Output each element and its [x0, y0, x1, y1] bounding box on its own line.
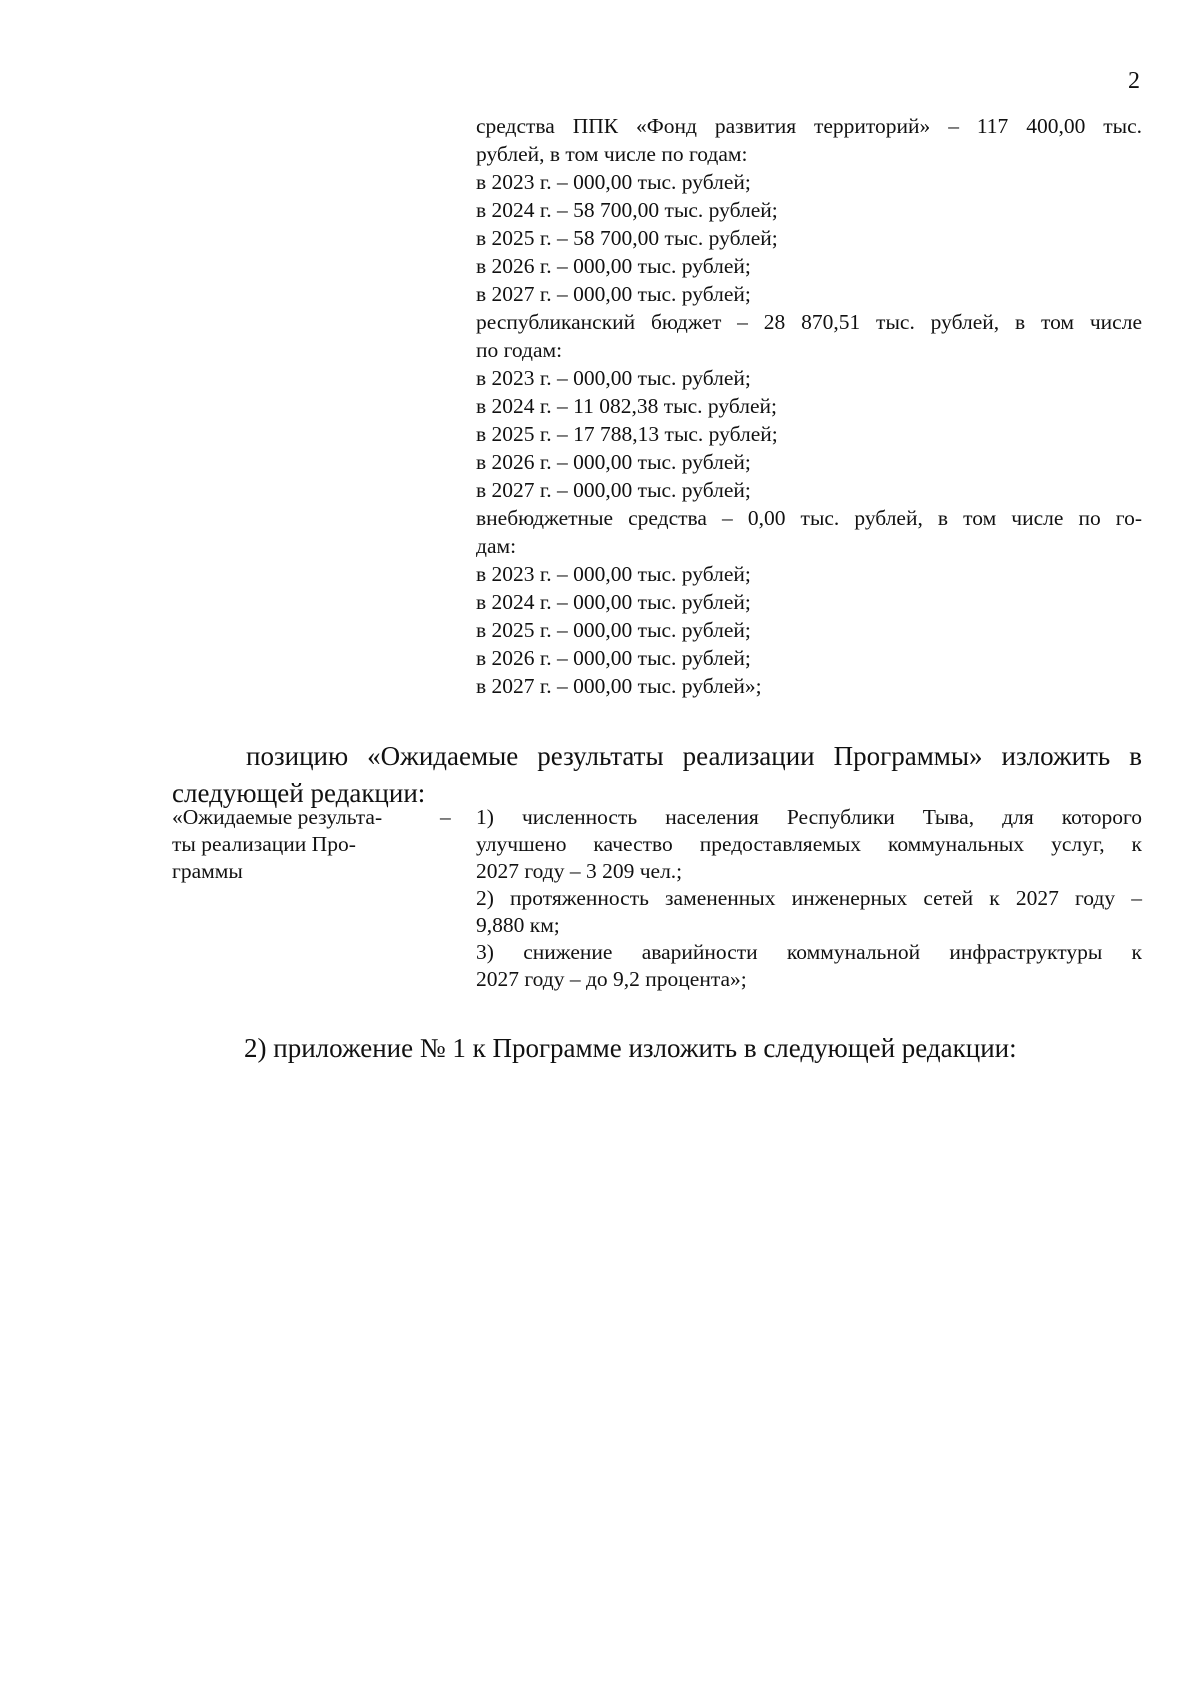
funding-line: в 2026 г. – 000,00 тыс. рублей;	[476, 646, 751, 670]
funding-line: дам:	[476, 534, 517, 558]
label-dash: –	[440, 805, 451, 829]
funding-line: в 2023 г. – 000,00 тыс. рублей;	[476, 366, 751, 390]
result-line: 1) численность населения Республики Тыва, для которого	[476, 805, 1142, 829]
funding-line: в 2025 г. – 58 700,00 тыс. рублей;	[476, 226, 778, 250]
funding-line: внебюджетные средства – 0,00 тыс. рублей, в том числе по го-	[476, 506, 1142, 530]
funding-line: в 2023 г. – 000,00 тыс. рублей;	[476, 562, 751, 586]
funding-line: в 2026 г. – 000,00 тыс. рублей;	[476, 450, 751, 474]
expected-results-text	[476, 804, 1142, 993]
funding-line: в 2025 г. – 000,00 тыс. рублей;	[476, 618, 751, 642]
result-line: 2027 году – до 9,2 процента»;	[476, 967, 747, 991]
label-line: «Ожидаемые результа-	[172, 805, 383, 829]
funding-line: по годам:	[476, 338, 563, 362]
position-paragraph-line: позицию «Ожидаемые результаты реализации Программы» изложить в	[246, 741, 1142, 771]
page-number: 2	[1128, 68, 1140, 94]
funding-line: в 2024 г. – 11 082,38 тыс. рублей;	[476, 394, 777, 418]
expected-results-label	[172, 804, 412, 885]
result-line: 2027 году – 3 209 чел.;	[476, 859, 683, 883]
funding-line: в 2023 г. – 000,00 тыс. рублей;	[476, 170, 751, 194]
funding-line: в 2026 г. – 000,00 тыс. рублей;	[476, 254, 751, 278]
funding-line: в 2027 г. – 000,00 тыс. рублей;	[476, 478, 751, 502]
funding-line: средства ППК «Фонд развития территорий» – 117 400,00 тыс.	[476, 114, 1142, 138]
appendix-paragraph: 2) приложение № 1 к Программе изложить в следующей редакции:	[244, 1033, 1017, 1063]
funding-line: в 2027 г. – 000,00 тыс. рублей»;	[476, 674, 762, 698]
result-line: 2) протяженность замененных инженерных сетей к 2027 году –	[476, 886, 1142, 910]
label-line: граммы	[172, 859, 243, 883]
result-line: 9,880 км;	[476, 913, 560, 937]
funding-line: в 2027 г. – 000,00 тыс. рублей;	[476, 282, 751, 306]
result-line: 3) снижение аварийности коммунальной инфраструктуры к	[476, 940, 1142, 964]
funding-line: в 2025 г. – 17 788,13 тыс. рублей;	[476, 422, 778, 446]
funding-line: рублей, в том числе по годам:	[476, 142, 748, 166]
funding-sources-block	[476, 112, 1142, 700]
position-paragraph	[172, 738, 1142, 812]
result-line: улучшено качество предоставляемых коммунальных услуг, к	[476, 832, 1142, 856]
label-line: ты реализации Про-	[172, 832, 356, 856]
funding-line: в 2024 г. – 000,00 тыс. рублей;	[476, 590, 751, 614]
position-paragraph-line: следующей редакции:	[172, 778, 426, 808]
funding-line: в 2024 г. – 58 700,00 тыс. рублей;	[476, 198, 778, 222]
funding-line: республиканский бюджет – 28 870,51 тыс. рублей, в том числе	[476, 310, 1142, 334]
